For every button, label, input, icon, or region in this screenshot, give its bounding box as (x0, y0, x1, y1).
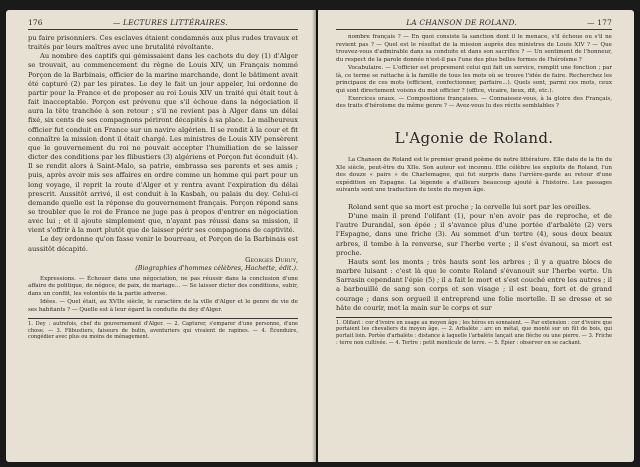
left-footnotes: 1. Dey : autrefois, chef du gouvernement d'Alger. — 2. Capturer, s'emparer d'une personne, d'une chose. — 3. Flibustiers, faiseurs de butin, aventuriers qui vivaient de rapines. — 4. Éconduire, congédier avec plus ou moins de ménagement. (28, 318, 298, 341)
intro-paragraph: La Chanson de Roland est le premier grand poème de notre littérature. Elle date de la fin du XIe siècle, peut-être du XIIe. Son auteur est inconnu. Elle célèbre les exploits de Roland, l'un des douze « pairs » de Charlemagne, qui fut surpris dans l'arrière-garde au retour d'une expédition en Espagne. La légende a d'ailleurs beaucoup ajouté à l'histoire. Les passages suivants sont une traduction du texte du moyen âge. (336, 157, 612, 194)
left-paragraph: pu faire prisonniers. Ces esclaves étaient condamnés aux plus rudes travaux et traités par leurs maîtres avec une brutalité révoltante. (28, 34, 298, 52)
left-page-number: 176 (28, 18, 43, 27)
right-running-title: LA CHANSON DE ROLAND. (406, 18, 517, 27)
right-top-paragraph: nombre français ? — En quoi consiste la sanction dont il le menace, s'il échoue ou s'il ne revient pas ? — Quel est le résultat de la mission auprès des ministres de Louis XIV ? — Que trouvez-vous d'admirable dans sa conduite et dans son sacrifice ? — Un sentiment de l'honneur, du respect de la parole donnée n'est-il pas l'une des plus belles formes de l'héroïsme ? (336, 34, 612, 64)
right-page (318, 10, 634, 462)
left-running-title: — LECTURES LITTÉRAIRES. (112, 18, 228, 27)
exercise-idees: Idées. — Quel était, au XVIIe siècle, le caractère de la ville d'Alger et le genre de vie de ses habitants ? — Quelle est à leur égard la conduite du dey d'Alger. (28, 298, 298, 313)
right-paragraph: Hauts sont les monts ; très hauts sont les arbres ; il y a quatre blocs de marbre luisant : c'est là que le comte Roland s'évanouit sur l'herbe verte. Un Sarrasin cependant l'épie (5) ; il a fait le mort et s'est couché entre les autres ; il a barbouillé de sang son corps et son visage ; il est beau, fort et de grand courage ; dans son orgueil il entreprend une folie mortelle. Il se dresse et se hâte de courir, met la main sur le corps et sur (336, 257, 612, 312)
right-page-number: — 177 (587, 18, 612, 27)
left-exercises (28, 276, 298, 315)
left-page (6, 10, 316, 462)
exercise-expressions: Expressions. — Échouer dans une négociation, ne pas réussir dans la conclusion d'une affaire de politique, de négoce, de paix, de mariage... — Se laisser dicter des conditions, subir, dans un conflit, les volontés de la partie adverse. (28, 275, 298, 298)
chapter-heading: L'Agonie de Roland. (394, 129, 554, 148)
left-running-head (28, 18, 298, 30)
left-body-text (28, 34, 298, 254)
signature-source: (Biographies d'hommes célèbres, Hachette, édit.). (135, 263, 298, 272)
right-top-paragraph: Exercices oraux. — Compositions françaises. — Connaissez-vous, à la gloire des Français, des traits d'héroïsme du même genre ? — Avez-vous lu des récits semblables ? (336, 95, 612, 110)
chapter-intro (336, 157, 612, 195)
signature-author: Georges Duruy, (245, 255, 298, 264)
right-running-head (336, 18, 612, 30)
right-footnotes: 1. Olifant : cor d'ivoire en usage au moyen âge ; les héros en sonnaient. — Par extension : cor d'ivoire que portaient les chevaliers du moyen âge. — 2. Arbalète : arc en métal, que monté sur un fût de bois, qui portait loin. Portée d'arbalète : distance à laquelle l'arbalète lançait une flèche ou une pierre. — 3. Friche : terre non cultivée. — 4. Tertre : petit monticule de terre. — 5. Épier : observer en se cachant. (336, 317, 612, 346)
right-paragraph: Roland sent que sa mort est proche ; la cervelle lui sort par les oreilles. (348, 203, 592, 211)
right-top-questions (336, 34, 612, 111)
left-paragraph: Le dey ordonne qu'on fasse venir le bourreau, et Porçon de la Barbinais est aussitôt décapité. (28, 235, 298, 253)
right-top-paragraph: Vocabulaire. — L'officier est proprement celui qui fait un service, remplit une fonction ; par là, ce terme se rattache à la famille de tous les mots où se trouve l'idée de faire. Recherchez les principaux de ces mots (efficient, confectionner, parfaire...). Quels sont, parmi ces mots, ceux qui sont directement voisins du mot officier ? (office, vicaire, lieux, dit, etc.). (336, 64, 612, 94)
right-body-text (336, 203, 612, 313)
left-paragraph: Au nombre des captifs qui gémissaient dans les cachots du dey (1) d'Alger se trouvait, au commencement du règne de Louis XIV, un Français nommé Porçon de la Barbinais, officier de la marine marchande, dont le bâtiment avait été capturé (2) par les pirates. Le dey le fait un jour appeler, lui ordonne de partir pour la France et de proposer au roi Louis XIV un traité qui était tout à fait inacceptable. Porçon est prévenu que s'il échoue dans la négociation il aura la tête tranchée à son retour ; s'il ne revient pas à Alger dans un délai fixé, six cents de ses compagnons périront décapités à sa place. Le malheureux officier fut conduit en France sur un navire algérien. Il se rendit à la cour et fit connaître la mission dont il était chargé. Les ministres de Louis XIV pensèrent que le gouvernement du roi ne pouvait accepter l'humiliation de se laisser dicter des conditions par les flibustiers (3) algériens et Porçon fut éconduit (4). Il se rendit alors à Saint-Malo, sa patrie, embrassa ses parents et ses amis ; puis, après avoir mis ses affaires en ordre comme un homme qui part pour un long voyage, il reprit la route d'Alger et y rentra avant l'expiration du délai prescrit. Aussitôt arrivé, il est conduit à la Kasbah, ou palais du dey. Celui-ci demande quelle est la réponse du gouvernement français. Porçon répond sans se troubler que le roi de France ne juge pas à propos d'entrer en négociation avec lui ; et il ajoute simplement que, n'ayant pas réussi dans sa mission, il vient s'offrir à la mort plutôt que de laisser périr ses compagnons de captivité. (28, 52, 298, 235)
right-paragraph: D'une main il prend l'olifant (1), pour n'en avoir pas de reproche, et de l'autre Durandal, son épée ; il s'avance plus d'une portée d'arbalète (2) vers l'Espagne, dans une friche (3). Au sommet d'un tertre (4), sous deux beaux arbres, il tombe à la renverse, sur l'herbe verte ; il s'est évanoui, sa mort est proche. (336, 212, 612, 257)
